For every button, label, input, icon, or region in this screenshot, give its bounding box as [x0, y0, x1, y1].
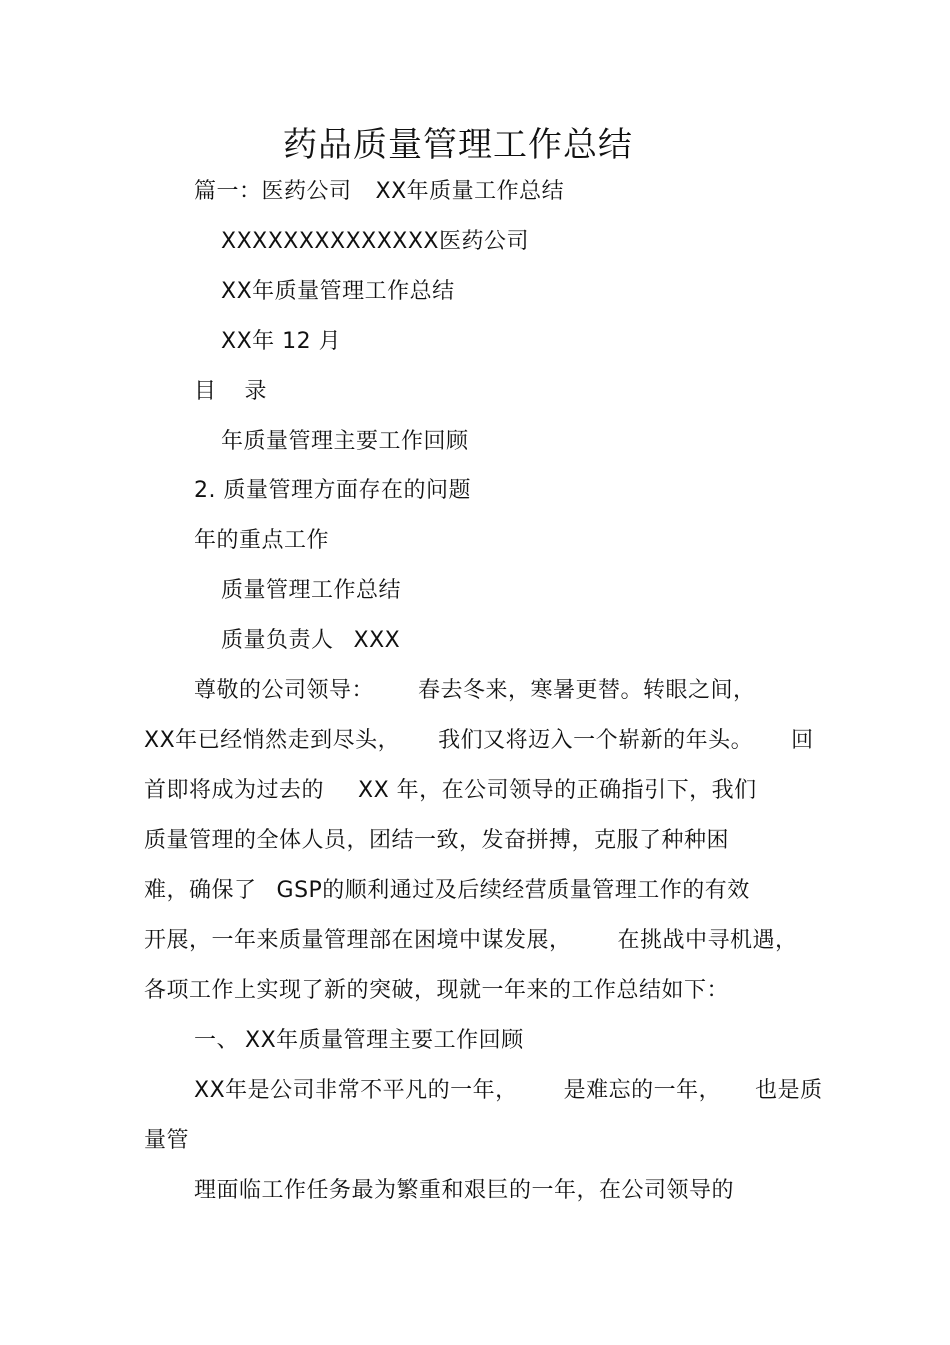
- author-role: 质量负责人: [221, 628, 334, 653]
- part1-number: 一、: [194, 1028, 240, 1053]
- section-heading: [194, 178, 564, 206]
- body-segment: GSP的顺利通过及后续经营质量管理工作的有效: [276, 878, 750, 903]
- company-name: XXXXXXXXXXXXXX医药公司: [221, 229, 529, 254]
- toc-label-char-1: 目: [194, 379, 217, 404]
- body-line: [144, 727, 814, 755]
- body-line: 质量管理的全体人员，团结一致，发奋拼搏，克服了种种困: [144, 828, 730, 853]
- section-heading-text: XX年质量工作总结: [375, 179, 565, 204]
- body-line: 各项工作上实现了新的突破，现就一年来的工作总结如下：: [144, 978, 730, 1003]
- body-segment: 也是质: [755, 1078, 823, 1103]
- part1-heading: [194, 1027, 524, 1055]
- body-segment: 首即将成为过去的: [144, 778, 325, 803]
- body-segment: XX年是公司非常不平凡的一年，: [194, 1078, 518, 1103]
- author-line: [221, 627, 400, 655]
- body-line: [144, 877, 750, 905]
- body-segment: 在挑战中寻机遇，: [617, 928, 798, 953]
- body-line: [194, 677, 756, 705]
- body-segment: XX 年，在公司领导的正确指引下，我们: [358, 778, 757, 803]
- author-name: XXX: [353, 628, 401, 653]
- body-segment: 尊敬的公司领导：: [194, 678, 375, 703]
- toc-label-char-2: 录: [244, 379, 268, 404]
- toc-item: 年的重点工作: [194, 528, 330, 553]
- body-segment: 是难忘的一年，: [563, 1078, 722, 1103]
- body-line: [144, 777, 757, 805]
- body-segment: 春去冬来，寒暑更替。转眼之间，: [418, 678, 756, 703]
- summary-heading: 质量管理工作总结: [221, 578, 402, 603]
- body-segment: XX年已经悄然走到尽头，: [144, 728, 401, 753]
- body-line: 理面临工作任务最为繁重和艰巨的一年，在公司领导的: [194, 1178, 735, 1203]
- toc-label: [194, 378, 267, 406]
- section-heading-prefix: 篇一：医药公司: [194, 179, 352, 204]
- body-segment: 难，确保了: [144, 878, 257, 903]
- report-title: XX年质量管理工作总结: [221, 279, 455, 304]
- report-date: XX年 12 月: [221, 329, 342, 354]
- part1-title: XX年质量管理主要工作回顾: [245, 1028, 524, 1053]
- body-segment: 回: [791, 728, 814, 753]
- toc-item: 年质量管理主要工作回顾: [221, 429, 469, 454]
- body-line: [144, 927, 798, 955]
- body-line: 量管: [144, 1128, 190, 1153]
- body-segment: 我们又将迈入一个崭新的年头。: [438, 728, 754, 753]
- toc-item: 2. 质量管理方面存在的问题: [194, 478, 471, 503]
- document-title: 药品质量管理工作总结: [283, 125, 633, 165]
- body-line: [194, 1077, 823, 1105]
- body-segment: 开展，一年来质量管理部在困境中谋发展，: [144, 928, 572, 953]
